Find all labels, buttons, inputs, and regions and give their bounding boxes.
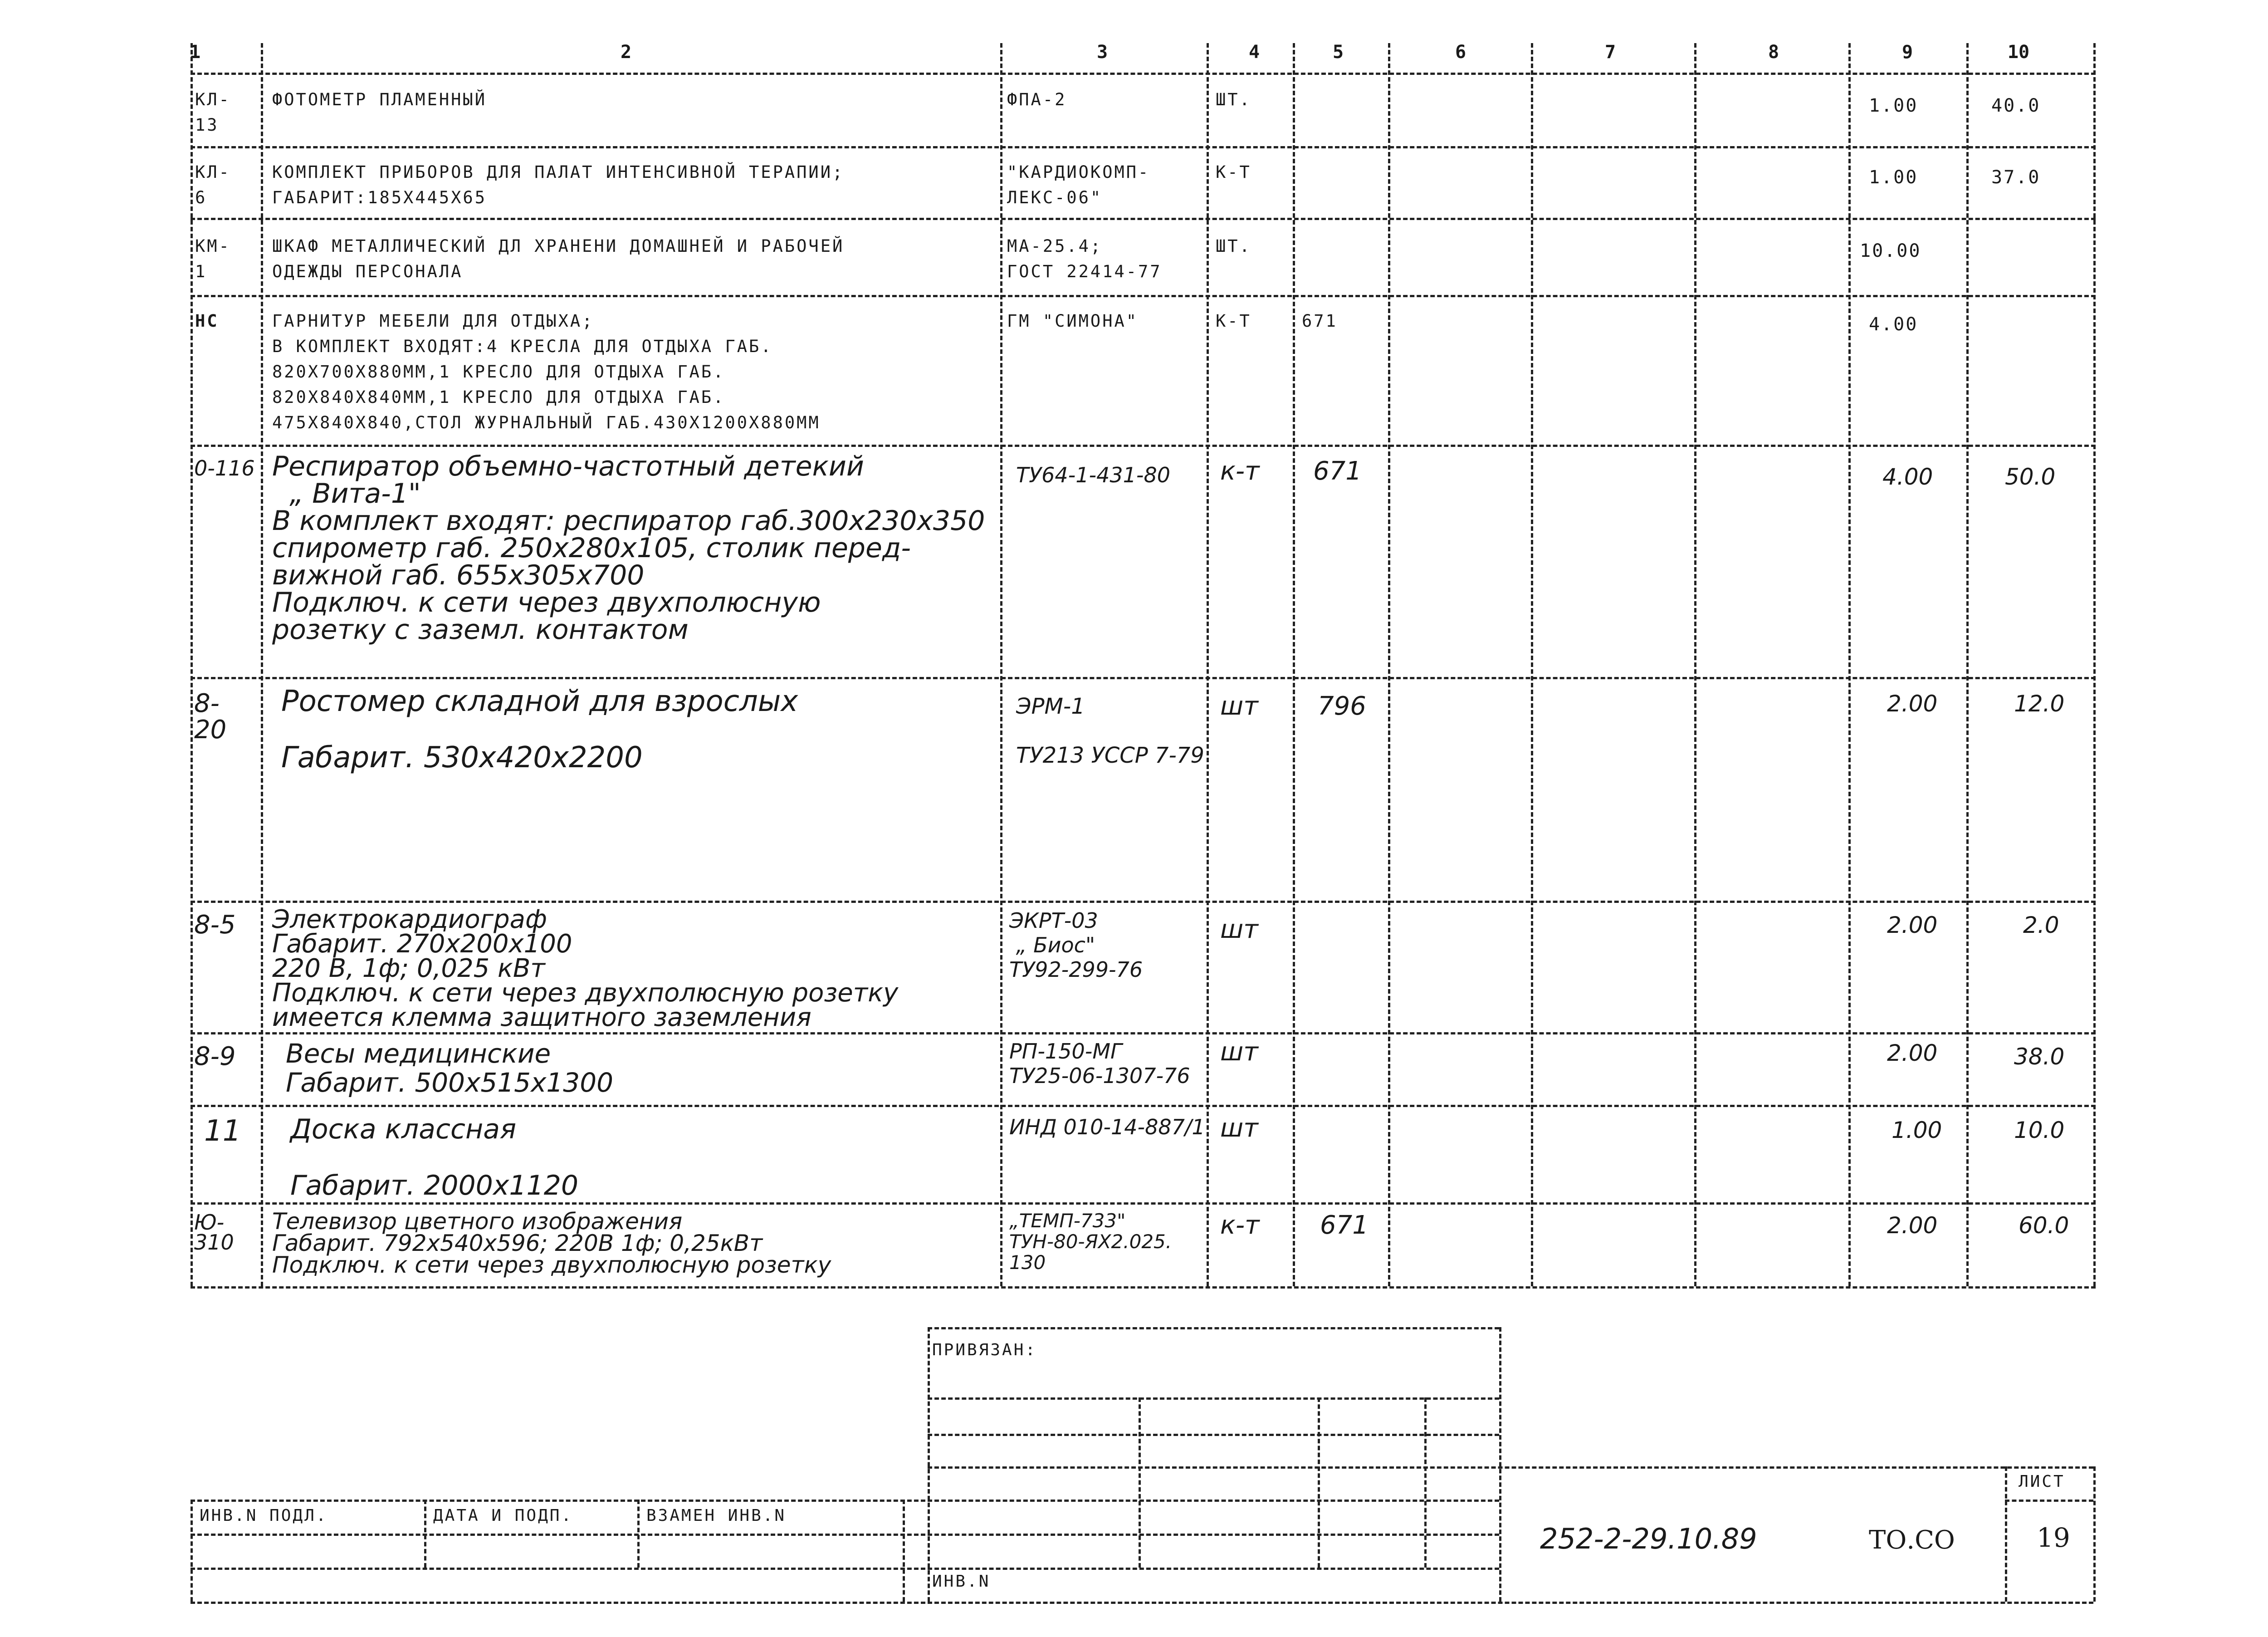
row-type: „ТЕМП-733" ТУН-80-ЯХ2.025. 130 (1009, 1210, 1172, 1274)
doc-code: 252-2-29.10.89 (1540, 1522, 1757, 1555)
col-divider (2093, 43, 2096, 1286)
row-type: ЭРМ-1 ТУ213 УССР 7-79 (1016, 694, 1204, 768)
row-unit: шт (1220, 691, 1258, 721)
tb-line (928, 1568, 1499, 1570)
row-divider (191, 295, 2096, 297)
row-code: 8-5 (194, 910, 236, 940)
row-col5: 671 (1320, 1211, 1369, 1240)
col-header-10: 10 (2007, 42, 2030, 63)
row-qty: 4.00 (1869, 314, 1918, 335)
tb-line (191, 1602, 925, 1604)
tb-line (903, 1500, 905, 1602)
vzamen-label: ВЗАМЕН ИНВ.N (646, 1506, 787, 1525)
row-code: 8-9 (194, 1042, 236, 1071)
row-name: Доска классная Габарит. 2000х1120 (290, 1113, 579, 1201)
row-col5: 796 (1318, 691, 1366, 721)
tb-line (928, 1500, 1499, 1502)
row-qty: 2.00 (1887, 1040, 1938, 1066)
tb-line (928, 1327, 1499, 1329)
col-divider (261, 43, 263, 1286)
row-code: 0-116 (194, 456, 255, 480)
row-name: Ростомер складной для взрослых Габарит. 530х420х2200 (281, 685, 798, 774)
row-code: 8- 20 (194, 689, 227, 745)
col-header-1: 1 (189, 42, 201, 63)
row-divider (191, 146, 2096, 148)
row-divider (191, 1202, 2096, 1205)
col-divider (1000, 43, 1002, 1286)
tb-line (191, 1500, 193, 1602)
sheet-label: ЛИСТ (2019, 1472, 2065, 1491)
col-header-8: 8 (1768, 42, 1779, 63)
row-col5: 671 (1302, 311, 1338, 331)
row-divider (191, 1032, 2096, 1034)
col-divider (1531, 43, 1533, 1286)
row-qty: 10.00 (1860, 240, 1921, 261)
row-qty: 2.00 (1887, 1212, 1938, 1239)
col-divider (1694, 43, 1696, 1286)
row-price: 50.0 (2005, 464, 2056, 490)
tb-line (928, 1466, 2093, 1469)
col-divider (1966, 43, 1969, 1286)
row-type: ГМ "СИМОНА" (1007, 311, 1139, 331)
row-unit: к-т (1220, 1211, 1260, 1240)
col-divider (1207, 43, 1209, 1286)
row-price: 38.0 (2014, 1044, 2065, 1070)
row-unit: К-Т (1216, 162, 1251, 182)
row-type: РП-150-МГ ТУ25-06-1307-76 (1009, 1039, 1190, 1088)
row-unit: ШТ. (1216, 236, 1251, 256)
row-col5: 671 (1313, 456, 1362, 486)
tb-line (191, 1568, 925, 1570)
tb-line (928, 1397, 1499, 1400)
tb-line (191, 1500, 925, 1502)
data-podp-label: ДАТА И ПОДП. (433, 1506, 573, 1525)
row-type: "КАРДИОКОМП- ЛЕКС-06" (1007, 162, 1150, 207)
row-code: Ю- 310 (194, 1210, 234, 1255)
row-divider (191, 73, 2096, 75)
row-price: 10.0 (2014, 1117, 2065, 1143)
col-header-4: 4 (1248, 42, 1260, 63)
row-name: ШКАФ МЕТАЛЛИЧЕСКИЙ ДЛ ХРАНЕНИ ДОМАШНЕЙ И РАБОЧЕЙ ОДЕЖДЫ ПЕРСОНАЛА (272, 236, 845, 281)
tb-line (637, 1500, 640, 1568)
row-divider (191, 901, 2096, 903)
tb-line (424, 1500, 426, 1568)
tb-line (928, 1327, 930, 1602)
row-divider (191, 677, 2096, 679)
row-name: Электрокардиограф Габарит. 270х200х100 220 В, 1ф; 0,025 кВт Подключ. к сети через двухполюсную розетку имеется клемма защитного заземления (272, 905, 899, 1032)
row-price: 12.0 (2014, 691, 2065, 717)
doc-type: ТО.СО (1869, 1525, 1955, 1555)
row-price: 40.0 (1991, 95, 2041, 116)
row-qty: 1.00 (1869, 167, 1918, 188)
row-name: Весы медицинские Габарит. 500х515х1300 (286, 1038, 613, 1098)
row-qty: 1.00 (1892, 1117, 1942, 1143)
col-header-9: 9 (1901, 42, 1913, 63)
row-price: 60.0 (2019, 1212, 2069, 1239)
tb-line (1499, 1327, 1501, 1602)
row-qty: 2.00 (1887, 691, 1938, 717)
row-type: ЭКРТ-03 „ Биос" ТУ92-299-76 (1009, 908, 1143, 982)
row-divider (191, 1286, 2096, 1289)
tb-line (1318, 1397, 1320, 1568)
row-type: МА-25.4; ГОСТ 22414-77 (1007, 236, 1162, 281)
privyazan-label: ПРИВЯЗАН: (932, 1341, 1037, 1359)
col-header-5: 5 (1332, 42, 1344, 63)
row-qty: 4.00 (1882, 464, 1933, 490)
tb-line (191, 1534, 925, 1536)
tb-line (2005, 1500, 2093, 1502)
row-type: ФПА-2 (1007, 90, 1067, 109)
row-unit: к-т (1220, 456, 1260, 486)
tb-line (1424, 1397, 1427, 1568)
row-type: ТУ64-1-431-80 (1016, 463, 1171, 487)
row-code: КЛ- 13 (195, 90, 231, 135)
row-code: КМ- 1 (195, 236, 231, 281)
row-unit: шт (1220, 1113, 1258, 1143)
tb-line (928, 1602, 2093, 1604)
row-divider (191, 1105, 2096, 1107)
row-type: ИНД 010-14-887/1 (1009, 1115, 1205, 1139)
sheet-number: 19 (2037, 1522, 2070, 1553)
col-divider (1293, 43, 1295, 1286)
row-unit: ШТ. (1216, 90, 1251, 109)
row-price: 2.0 (2023, 912, 2059, 938)
col-header-7: 7 (1604, 42, 1616, 63)
tb-line (928, 1534, 1499, 1536)
row-name: Телевизор цветного изображения Габарит. 792х540х596; 220В 1ф; 0,25кВт Подключ. к сети через двухполюсную розетку (272, 1208, 831, 1278)
row-price: 37.0 (1991, 167, 2041, 188)
col-header-6: 6 (1455, 42, 1466, 63)
inv-n-label: ИНВ.N (932, 1572, 991, 1591)
col-divider (1388, 43, 1390, 1286)
tb-line (2005, 1466, 2007, 1602)
tb-line (1139, 1397, 1141, 1568)
row-unit: шт (1220, 1037, 1258, 1067)
row-divider (191, 445, 2096, 447)
row-unit: шт (1220, 915, 1258, 944)
col-divider (1848, 43, 1851, 1286)
tb-line (928, 1434, 1499, 1436)
tb-line (2093, 1466, 2096, 1602)
row-qty: 2.00 (1887, 912, 1938, 938)
row-name: Респиратор объемно-частотный детекий „ Вита-1" В комплект входят: респиратор габ.300х230х350 спирометр габ. 250х280х105, столик перед- вижной габ. 655х305х700 Подключ. к сети через двухполюсную розетку с заземл. контактом (272, 451, 985, 646)
row-name: КОМПЛЕКТ ПРИБОРОВ ДЛЯ ПАЛАТ ИНТЕНСИВНОЙ ТЕРАПИИ; ГАБАРИТ:185Х445Х65 (272, 162, 845, 207)
row-unit: К-Т (1216, 311, 1251, 331)
row-code: 11 (204, 1114, 241, 1148)
row-code: НС (195, 311, 219, 331)
col-header-3: 3 (1096, 42, 1108, 63)
row-name: ГАРНИТУР МЕБЕЛИ ДЛЯ ОТДЫХА; В КОМПЛЕКТ ВХОДЯТ:4 КРЕСЛА ДЛЯ ОТДЫХА ГАБ. 820Х700Х880ММ,1 КРЕСЛО ДЛЯ ОТДЫХА ГАБ. 820Х840Х840ММ,1 КРЕСЛО ДЛЯ ОТДЫХА ГАБ. 475Х840Х840,СТОЛ ЖУРНАЛЬНЫЙ ГАБ.430Х1200Х880ММ (272, 311, 821, 432)
row-code: КЛ- 6 (195, 162, 231, 207)
col-divider (191, 43, 193, 1286)
row-name: ФОТОМЕТР ПЛАМЕННЫЙ (272, 90, 487, 109)
row-qty: 1.00 (1869, 95, 1918, 116)
row-divider (191, 218, 2096, 220)
inv-podl-label: ИНВ.N ПОДЛ. (200, 1506, 328, 1525)
col-header-2: 2 (620, 42, 632, 63)
